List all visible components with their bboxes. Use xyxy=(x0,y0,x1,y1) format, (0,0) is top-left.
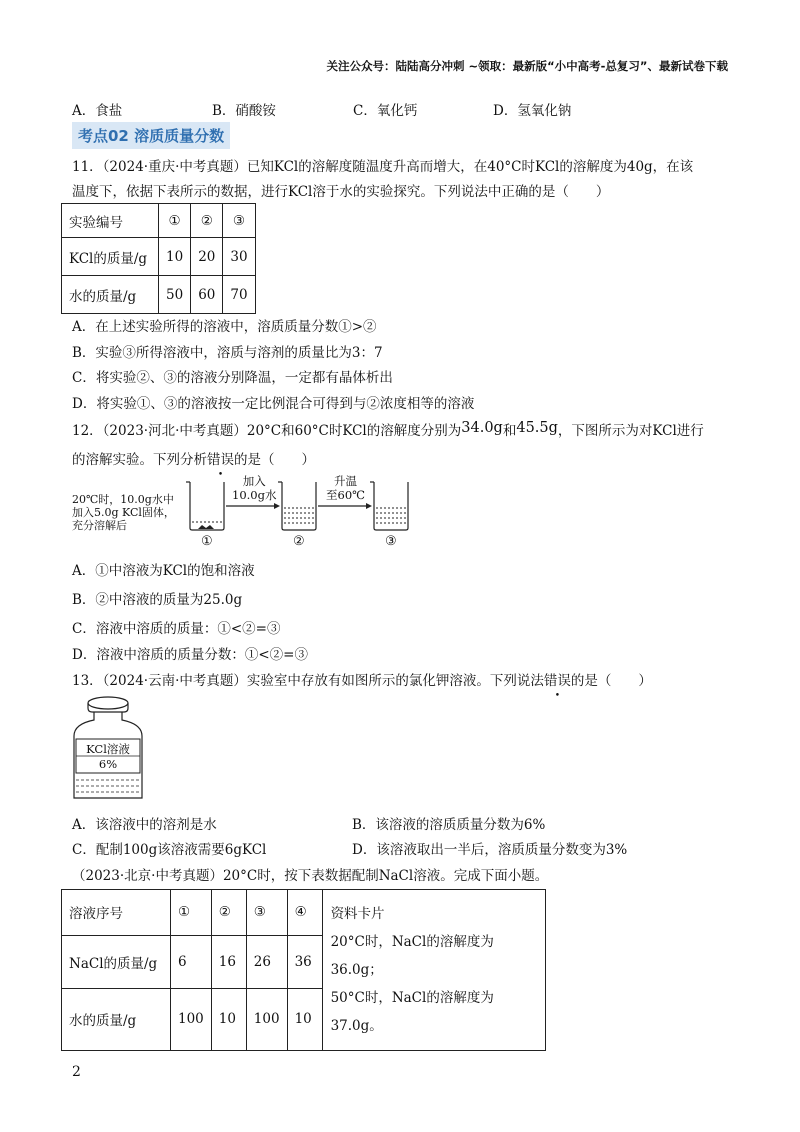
arrow2-label-line: 升温 xyxy=(334,474,357,488)
figure-description xyxy=(72,493,182,532)
q11-line1: 11．（2024·重庆·中考真题）已知KCl的溶解度随温度升高而增大，在40°C时KCl的溶解度为40g，在该 xyxy=(72,159,694,175)
q13-option-b: B．该溶液的溶质质量分数为6% xyxy=(352,817,546,833)
table-cell: 50 xyxy=(159,276,191,314)
table-cell: KCl的质量/g xyxy=(62,238,159,276)
table-cell: 26 xyxy=(246,935,287,988)
table-cell: NaCl的质量/g xyxy=(62,935,171,988)
card-line: 50°C时，NaCl的溶解度为37.0g。 xyxy=(330,990,494,1034)
table-cell: 10 xyxy=(211,988,246,1050)
beaker-2 xyxy=(278,482,316,530)
table-cell: ③ xyxy=(223,204,255,238)
table-cell: ③ xyxy=(246,890,287,936)
arrow2-label-line: 至60℃ xyxy=(326,488,365,502)
table-cell: 60 xyxy=(191,276,223,314)
figure-desc-line: 充分溶解后 xyxy=(72,519,127,532)
section-title: 考点02 溶质质量分数 xyxy=(72,122,230,149)
table-cell: ④ xyxy=(287,890,322,936)
figure-desc-line: 20℃时，10.0g水中 xyxy=(72,493,174,506)
q11-option-d: D．将实验①、③的溶液按一定比例混合可得到与②浓度相等的溶液 xyxy=(72,396,475,412)
q12-option-d: D．溶液中溶质的质量分数：①<②=③ xyxy=(72,647,308,663)
beaker-1 xyxy=(186,482,224,530)
q12-option-c: C．溶液中溶质的质量：①<②=③ xyxy=(72,621,281,637)
table-cell: 10 xyxy=(287,988,322,1050)
table-cell: 70 xyxy=(223,276,255,314)
q12-line2 xyxy=(72,448,315,468)
table-cell: 溶液序号 xyxy=(62,890,171,936)
table-cell: 水的质量/g xyxy=(62,988,171,1050)
q14-table xyxy=(61,889,546,1051)
q11-line2: 温度下，依据下表所示的数据，进行KCl溶于水的实验探究。下列说法中正确的是（ ） xyxy=(72,184,610,200)
table-cell: 20 xyxy=(191,238,223,276)
q14-intro: （2023·北京·中考真题）20°C时，按下表数据配制NaCl溶液。完成下面小题。 xyxy=(72,868,549,884)
q12-option-b: B．②中溶液的质量为25.0g xyxy=(72,592,243,608)
card-title: 资料卡片 xyxy=(330,906,385,922)
figure-desc-line: 加入5.0g KCl固体， xyxy=(72,506,175,519)
table-cell: 16 xyxy=(211,935,246,988)
beaker-label-3: ③ xyxy=(385,534,397,549)
solubility-value-20c: 34.0g xyxy=(461,420,503,436)
emphasis-error: 错误 xyxy=(207,452,234,468)
q12-line2-text: 的溶解实验。下列分析 xyxy=(72,452,207,468)
arrow2-label xyxy=(326,474,365,502)
table-cell: 30 xyxy=(223,238,255,276)
table-cell: 6 xyxy=(171,935,212,988)
emphasis-error: 错误 xyxy=(543,673,571,689)
q11-option-c: C．将实验②、③的溶液分别降温，一定都有晶体析出 xyxy=(72,370,393,386)
prev-option-c: C．氧化钙 xyxy=(353,103,418,119)
q12-option-a: A．①中溶液为KCl的饱和溶液 xyxy=(72,563,255,579)
table-cell: 36 xyxy=(287,935,322,988)
bottle-label-percent: 6% xyxy=(98,757,118,771)
prev-option-a: A．食盐 xyxy=(72,103,123,119)
table-cell: ② xyxy=(191,204,223,238)
q12-line1 xyxy=(72,419,704,439)
q13-line1-text: 13．（2024·云南·中考真题）实验室中存放有如图所示的氯化钾溶液。下列说法 xyxy=(72,673,544,689)
table-cell: 100 xyxy=(171,988,212,1050)
solubility-value-60c: 45.5g xyxy=(516,420,558,436)
arrow1-label xyxy=(232,474,276,502)
arrow1-label-line: 加入 xyxy=(242,474,266,488)
beaker-3 xyxy=(370,482,408,530)
q11-option-a: A．在上述实验所得的溶液中，溶质质量分数①>② xyxy=(72,319,377,335)
arrow1-label-line: 10.0g水 xyxy=(232,488,277,502)
q13-option-d: D．该溶液取出一半后，溶质质量分数变为3% xyxy=(352,842,628,858)
q13-line1 xyxy=(72,669,652,689)
q11-option-b: B．实验③所得溶液中，溶质与溶剂的质量比为3：7 xyxy=(72,345,383,361)
table-cell: ① xyxy=(159,204,191,238)
prev-option-b: B．硝酸铵 xyxy=(212,103,276,119)
data-card xyxy=(322,890,545,1051)
q13-line1-tail: 的是（ ） xyxy=(570,673,652,689)
q12-line1-text: 12．（2023·河北·中考真题）20°C和60°C时KCl的溶解度分别为 xyxy=(72,423,462,439)
q13-option-a: A．该溶液中的溶剂是水 xyxy=(72,817,217,833)
q11-table xyxy=(61,203,256,314)
q13-option-c: C．配制100g该溶液需要6gKCl xyxy=(72,842,267,858)
prev-option-d: D．氢氧化钠 xyxy=(493,103,572,119)
q12-line2-tail: 的是（ ） xyxy=(234,452,315,468)
beaker-label-2: ② xyxy=(293,534,305,549)
table-cell: 实验编号 xyxy=(62,204,159,238)
table-cell: 100 xyxy=(246,988,287,1050)
card-line: 20°C时，NaCl的溶解度为36.0g； xyxy=(330,934,494,978)
q12-and: 和 xyxy=(502,423,517,439)
table-cell: ① xyxy=(171,890,212,936)
page-number: 2 xyxy=(72,1064,81,1080)
page-header: 关注公众号：陆陆高分冲刺 ~领取：最新版“小中高考-总复习”、最新试卷下载 xyxy=(326,59,728,73)
beaker-label-1: ① xyxy=(201,534,213,549)
table-cell: 水的质量/g xyxy=(62,276,159,314)
table-cell: ② xyxy=(211,890,246,936)
table-cell: 10 xyxy=(159,238,191,276)
q12-line1-tail: ，下图所示为对KCl进行 xyxy=(557,423,704,439)
bottle-label-name: KCl溶液 xyxy=(86,742,130,756)
